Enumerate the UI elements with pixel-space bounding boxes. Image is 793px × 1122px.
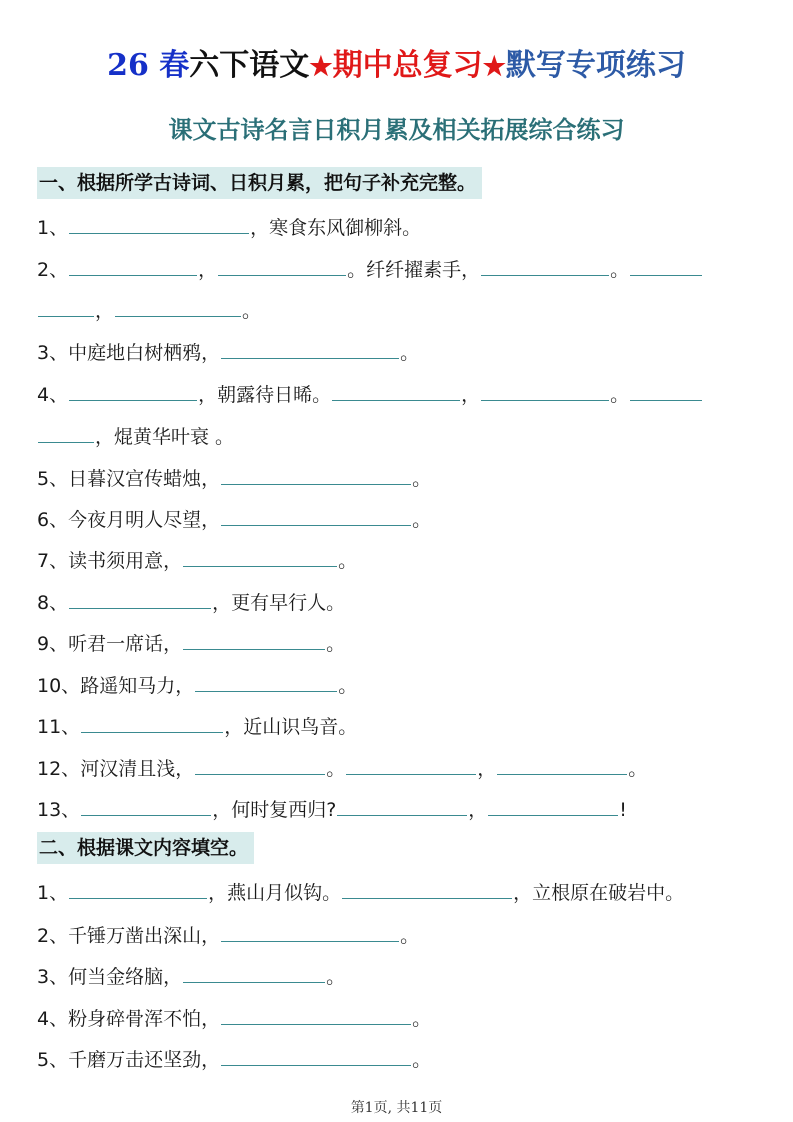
answer-blank[interactable] bbox=[497, 754, 627, 775]
question-number: 2、 bbox=[37, 925, 69, 947]
question-text: 。 bbox=[338, 675, 358, 697]
question-1-5 bbox=[37, 464, 431, 492]
answer-blank[interactable] bbox=[630, 255, 702, 276]
question-text: 。 bbox=[400, 342, 420, 364]
question-text: 。纤纤擢素手， bbox=[347, 259, 481, 281]
question-number: 3、 bbox=[37, 342, 69, 364]
question-text: 今夜月明人尽望， bbox=[68, 509, 221, 531]
question-text: ，焜黄华叶衰 。 bbox=[95, 426, 235, 448]
answer-blank[interactable] bbox=[481, 380, 609, 401]
question-1-2-cont bbox=[37, 296, 261, 324]
question-number: 4、 bbox=[37, 384, 69, 406]
question-text: ，更有早行人。 bbox=[212, 592, 346, 614]
answer-blank[interactable] bbox=[38, 296, 94, 317]
question-number: 7、 bbox=[37, 550, 69, 572]
question-number: 10、 bbox=[37, 675, 81, 697]
answer-blank[interactable] bbox=[81, 712, 223, 733]
title-year: 26 bbox=[107, 48, 149, 83]
question-number: 11、 bbox=[37, 716, 81, 738]
answer-blank[interactable] bbox=[38, 422, 94, 443]
question-text: ，朝露待日晞。 bbox=[198, 384, 332, 406]
answer-blank[interactable] bbox=[69, 878, 207, 899]
question-2-1 bbox=[37, 878, 684, 906]
answer-blank[interactable] bbox=[221, 1004, 411, 1025]
question-2-3 bbox=[37, 962, 345, 990]
question-1-6 bbox=[37, 505, 431, 533]
question-1-10 bbox=[37, 671, 357, 699]
question-number: 2、 bbox=[37, 259, 69, 281]
answer-blank[interactable] bbox=[195, 671, 337, 692]
question-1-8 bbox=[37, 588, 345, 616]
question-text: ，近山识鸟音。 bbox=[224, 716, 358, 738]
question-text: ， bbox=[198, 259, 218, 281]
question-text: 。 bbox=[412, 1008, 432, 1030]
question-number: 4、 bbox=[37, 1008, 69, 1030]
question-1-4 bbox=[37, 380, 703, 408]
question-text: ，立根原在破岩中。 bbox=[513, 882, 685, 904]
answer-blank[interactable] bbox=[337, 795, 467, 816]
question-number: 5、 bbox=[37, 468, 69, 490]
answer-blank[interactable] bbox=[69, 380, 197, 401]
question-text: 。 bbox=[242, 300, 262, 322]
question-number: 8、 bbox=[37, 592, 69, 614]
answer-blank[interactable] bbox=[481, 255, 609, 276]
question-text: 。 bbox=[412, 509, 432, 531]
title-subject: 六下语文 bbox=[189, 48, 310, 83]
question-1-1 bbox=[37, 213, 421, 241]
question-number: 5、 bbox=[37, 1049, 69, 1071]
question-text: 日暮汉宫传蜡烛， bbox=[68, 468, 221, 490]
question-text: 千磨万击还坚劲， bbox=[68, 1049, 221, 1071]
question-number: 9、 bbox=[37, 633, 69, 655]
question-text: 听君一席话， bbox=[68, 633, 183, 655]
question-text: ， bbox=[95, 300, 115, 322]
question-text: 。 bbox=[338, 550, 358, 572]
question-2-2 bbox=[37, 921, 419, 949]
question-text: 。 bbox=[326, 633, 346, 655]
question-1-13 bbox=[37, 795, 627, 823]
question-1-12 bbox=[37, 754, 647, 782]
answer-blank[interactable] bbox=[221, 921, 399, 942]
answer-blank[interactable] bbox=[221, 338, 399, 359]
question-text: 中庭地白树栖鸦， bbox=[68, 342, 221, 364]
question-2-5 bbox=[37, 1045, 431, 1073]
answer-blank[interactable] bbox=[630, 380, 702, 401]
page-footer: 第1页, 共11页 bbox=[350, 1100, 443, 1116]
question-1-9 bbox=[37, 629, 345, 657]
answer-blank[interactable] bbox=[221, 1045, 411, 1066]
answer-blank[interactable] bbox=[218, 255, 346, 276]
question-1-7 bbox=[37, 546, 357, 574]
answer-blank[interactable] bbox=[81, 795, 211, 816]
question-number: 1、 bbox=[37, 882, 69, 904]
question-text: 。 bbox=[400, 925, 420, 947]
answer-blank[interactable] bbox=[221, 464, 411, 485]
answer-blank[interactable] bbox=[69, 213, 249, 234]
star-icon: ★ bbox=[482, 52, 506, 82]
answer-blank[interactable] bbox=[69, 588, 211, 609]
question-text: 河汉清且浅， bbox=[80, 758, 195, 780]
answer-blank[interactable] bbox=[342, 878, 512, 899]
question-text: ， bbox=[461, 384, 481, 406]
question-text: 。 bbox=[326, 966, 346, 988]
answer-blank[interactable] bbox=[221, 505, 411, 526]
question-number: 6、 bbox=[37, 509, 69, 531]
question-text: 。 bbox=[628, 758, 648, 780]
question-text: 何当金络脑， bbox=[68, 966, 183, 988]
question-text: ，燕山月似钩。 bbox=[208, 882, 342, 904]
title-season: 春 bbox=[159, 48, 190, 83]
question-text: ， bbox=[468, 799, 488, 821]
question-2-4 bbox=[37, 1004, 431, 1032]
page-subtitle: 课文古诗名言日积月累及相关拓展综合练习 bbox=[168, 115, 625, 144]
question-text: 。 bbox=[412, 1049, 432, 1071]
answer-blank[interactable] bbox=[332, 380, 460, 401]
question-1-4-cont bbox=[37, 422, 234, 450]
answer-blank[interactable] bbox=[183, 546, 337, 567]
question-1-3 bbox=[37, 338, 419, 366]
answer-blank[interactable] bbox=[183, 629, 325, 650]
answer-blank[interactable] bbox=[346, 754, 476, 775]
answer-blank[interactable] bbox=[195, 754, 325, 775]
question-text: 。 bbox=[610, 384, 630, 406]
answer-blank[interactable] bbox=[183, 962, 325, 983]
question-text: 千锤万凿出深山， bbox=[68, 925, 221, 947]
question-number: 3、 bbox=[37, 966, 69, 988]
page-title bbox=[0, 46, 793, 87]
title-practice: 默写专项练习 bbox=[505, 48, 686, 83]
answer-blank[interactable] bbox=[488, 795, 618, 816]
question-text: 。 bbox=[326, 758, 346, 780]
question-1-2 bbox=[37, 255, 703, 283]
question-number: 13、 bbox=[37, 799, 81, 821]
answer-blank[interactable] bbox=[69, 255, 197, 276]
question-number: 1、 bbox=[37, 217, 69, 239]
question-text: 。 bbox=[412, 468, 432, 490]
title-exam: 期中总复习 bbox=[332, 48, 483, 83]
question-text: 读书须用意， bbox=[68, 550, 183, 572]
question-text: ， bbox=[477, 758, 497, 780]
answer-blank[interactable] bbox=[115, 296, 241, 317]
question-text: 。 bbox=[610, 259, 630, 281]
star-icon: ★ bbox=[309, 52, 333, 82]
question-text: ! bbox=[619, 799, 627, 821]
question-text: 粉身碎骨浑不怕， bbox=[68, 1008, 221, 1030]
section-heading-2: 二、根据课文内容填空。 bbox=[37, 832, 254, 864]
question-text: ，寒食东风御柳斜。 bbox=[250, 217, 422, 239]
section-heading-1: 一、根据所学古诗词、日积月累，把句子补充完整。 bbox=[37, 167, 482, 199]
question-text: 路遥知马力， bbox=[80, 675, 195, 697]
question-number: 12、 bbox=[37, 758, 81, 780]
question-1-11 bbox=[37, 712, 357, 740]
question-text: ，何时复西归? bbox=[212, 799, 337, 821]
